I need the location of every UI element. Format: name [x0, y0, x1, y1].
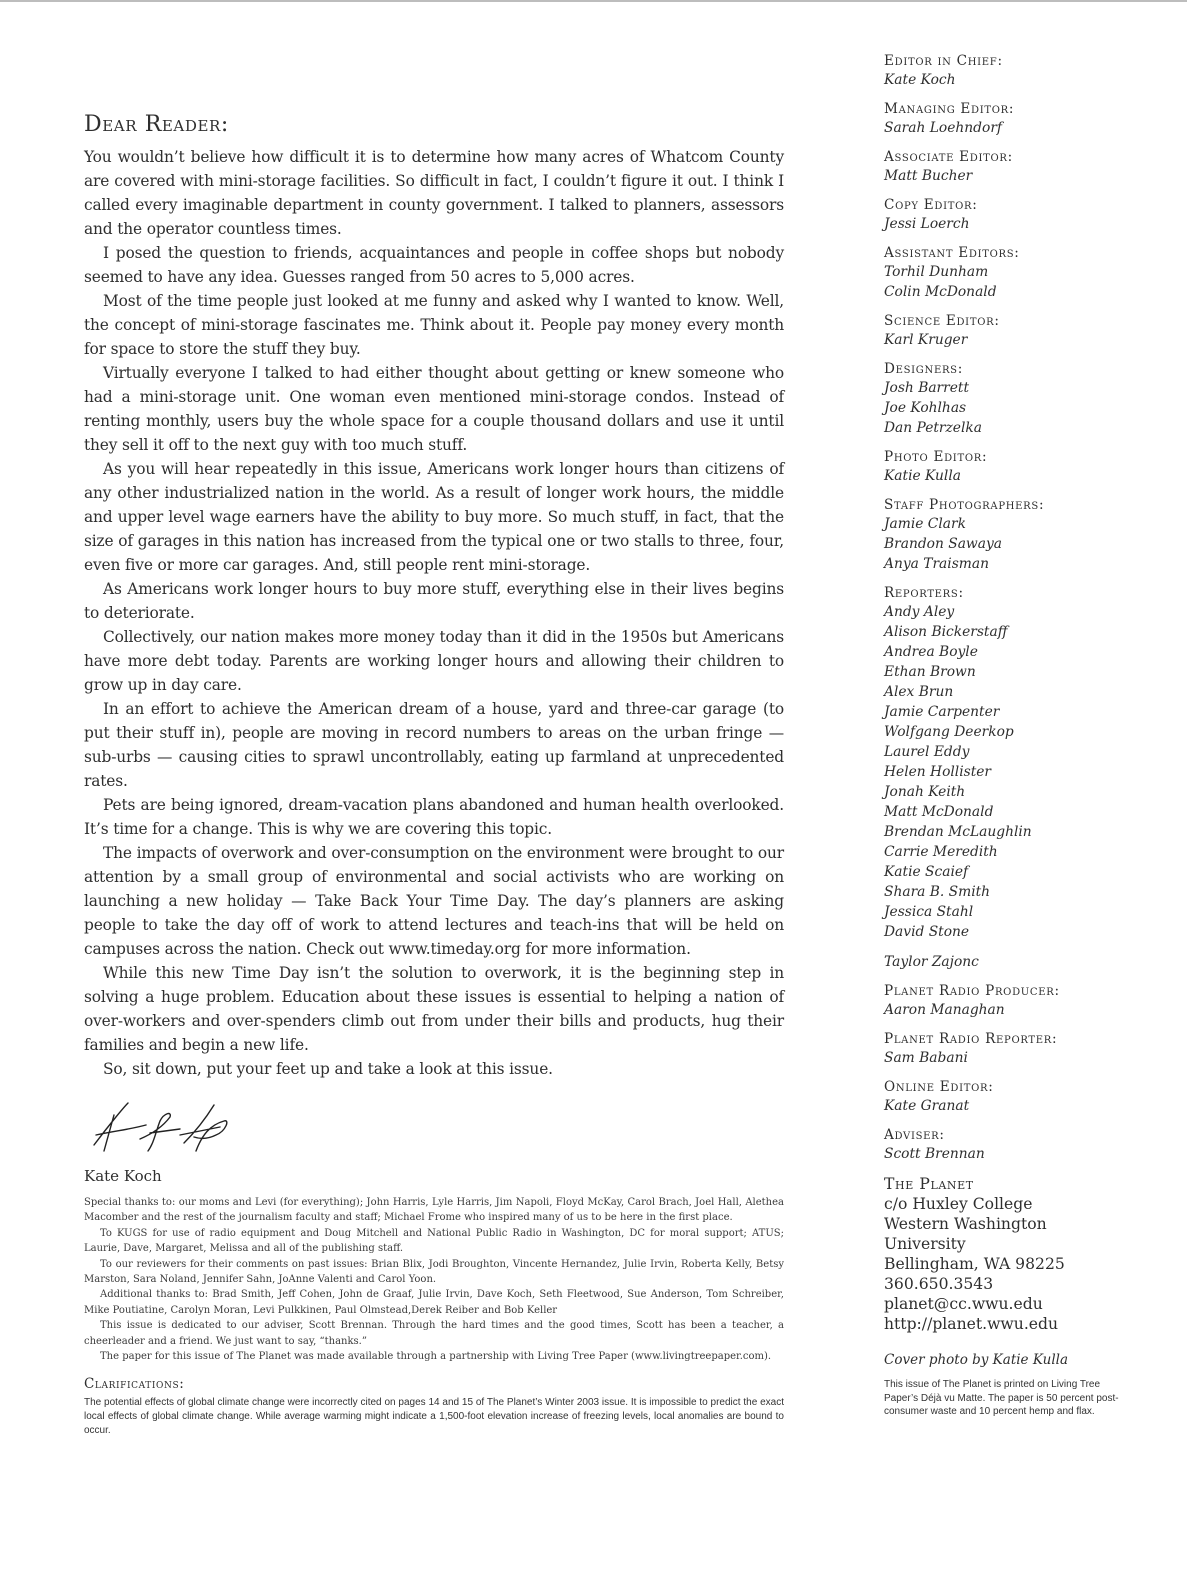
role-title: Associate Editor: [884, 149, 1013, 165]
publication-name: The Planet [884, 1175, 974, 1193]
letter-body [84, 145, 784, 1081]
masthead-role [884, 244, 1124, 302]
masthead-role [884, 52, 1124, 90]
role-title: Editor in Chief: [884, 53, 1003, 69]
email-address: planet@cc.wwu.edu [884, 1295, 1043, 1313]
letter-paragraph: You wouldn’t believe how difficult it is to determine how many acres of Whatcom County are covered with mini-storage facilities. So difficult in fact, I couldn’t figure it out. I think I called every imaginable department in county government. I talked to planners, assessors and the operator countless times. [84, 148, 784, 238]
cover-photo-credit: Cover photo by Katie Kulla [884, 1352, 1069, 1368]
staff-name: Laurel Eddy [884, 744, 970, 760]
staff-name: Aaron Managhan [884, 1002, 1005, 1018]
editor-letter [84, 112, 784, 1438]
letter-paragraph: The impacts of overwork and over-consumption on the environment were brought to our attention by a small group of environmental and social activists who are working on launching a new holiday — Take Back Your Time Day. The day’s planners are asking people to take the day off of work to attend lectures and teach-ins that will be held on campuses across the nation. Check out www.timeday.org for more information. [84, 844, 784, 958]
masthead-role [884, 312, 1124, 350]
letter-paragraph: While this new Time Day isn’t the solution to overwork, it is the beginning step in solving a huge problem. Education about these issues is essential to helping a nation of over-workers and over-spenders climb out from under their bills and products, hug their families and begin a new life. [84, 964, 784, 1054]
phone-number: 360.650.3543 [884, 1275, 994, 1293]
role-title: Planet Radio Producer: [884, 983, 1060, 999]
masthead-role [884, 100, 1124, 138]
staff-name: Colin McDonald [884, 284, 997, 300]
staff-name: Alex Brun [884, 684, 954, 700]
staff-name: Jonah Keith [884, 784, 966, 800]
letter-paragraph: I posed the question to friends, acquaintances and people in coffee shops but nobody seemed to have any idea. Guesses ranged from 50 acres to 5,000 acres. [84, 244, 784, 286]
staff-name: Kate Granat [884, 1098, 970, 1114]
staff-name: Sarah Loehndorf [884, 120, 1003, 136]
acknowledgements [84, 1195, 784, 1364]
staff-name: Torhil Dunham [884, 264, 989, 280]
signature-name: Kate Koch [84, 1167, 162, 1185]
staff-name: David Stone [884, 924, 970, 940]
masthead-role [884, 982, 1124, 1020]
staff-name: Alison Bickerstaff [884, 624, 1008, 640]
contact-block [884, 1174, 1124, 1334]
masthead-role [884, 148, 1124, 186]
letter-paragraph: Pets are being ignored, dream-vacation plans abandoned and human health overlooked. It’s time for a change. This is why we are covering this topic. [84, 796, 784, 838]
masthead-role [884, 360, 1124, 438]
masthead-role [884, 1126, 1124, 1164]
thanks-paragraph: The paper for this issue of The Planet was made available through a partnership with Living Tree Paper (www.livingtreepaper.com). [100, 1351, 772, 1363]
masthead-role [884, 1078, 1124, 1116]
staff-name: Joe Kohlhas [884, 400, 967, 416]
role-title: Adviser: [884, 1127, 945, 1143]
staff-name: Wolfgang Deerkop [884, 724, 1014, 740]
staff-name: Brendan McLaughlin [884, 824, 1032, 840]
role-title: Managing Editor: [884, 101, 1015, 117]
thanks-paragraph: To our reviewers for their comments on past issues: Brian Blix, Jodi Broughton, Vincente Hernandez, Julie Irvin, Roberta Kelly, Betsy Marston, Sara Noland, Jennifer Sahn, JoAnne Valenti and Carol Yoon. [84, 1258, 784, 1286]
role-title: Designers: [884, 361, 963, 377]
staff-name: Jessi Loerch [884, 216, 970, 232]
printing-note: This issue of The Planet is printed on Living Tree Paper’s Déjà vu Matte. The paper is 50 percent post-consumer waste and 10 percent hemp and flax. [884, 1379, 1119, 1417]
staff-name: Josh Barrett [884, 380, 969, 396]
role-title: Photo Editor: [884, 449, 988, 465]
staff-name: Helen Hollister [884, 764, 992, 780]
staff-name: Taylor Zajonc [884, 954, 979, 970]
letter-paragraph: In an effort to achieve the American dream of a house, yard and three-car garage (to put their stuff in), people are moving in record numbers to areas on the urban fringe — sub-urbs — causing cities to sprawl uncontrollably, eating up farmland at unprecedented rates. [84, 700, 784, 790]
letter-paragraph: As Americans work longer hours to buy more stuff, everything else in their lives begins to deteriorate. [84, 580, 784, 622]
clarifications-text: The potential effects of global climate change were incorrectly cited on pages 14 and 15 of The Planet’s Winter 2003 issue. It is impossible to predict the exact local effects of global climate change. While average warming might indicate a 1,500-foot elevation increase of freezing levels, local anomalies are bound to occur. [84, 1397, 784, 1437]
address-line: Bellingham, WA 98225 [884, 1255, 1065, 1273]
role-title: Science Editor: [884, 313, 1000, 329]
role-title: Planet Radio Reporter: [884, 1031, 1058, 1047]
staff-name: Katie Kulla [884, 468, 961, 484]
masthead-role [884, 1030, 1124, 1068]
masthead-role [884, 584, 1124, 972]
staff-name: Carrie Meredith [884, 844, 998, 860]
role-title: Online Editor: [884, 1079, 994, 1095]
staff-name: Sam Babani [884, 1050, 968, 1066]
masthead-role [884, 496, 1124, 574]
staff-name: Matt Bucher [884, 168, 973, 184]
role-title: Reporters: [884, 585, 964, 601]
staff-name: Anya Traisman [884, 556, 989, 572]
staff-name: Brandon Sawaya [884, 536, 1002, 552]
masthead-role [884, 196, 1124, 234]
staff-name: Karl Kruger [884, 332, 968, 348]
thanks-paragraph: To KUGS for use of radio equipment and Doug Mitchell and National Public Radio in Washington, DC for moral support; ATUS; Laurie, Dave, Margaret, Melissa and all of the publishing staff. [84, 1227, 784, 1255]
letter-paragraph: Collectively, our nation makes more money today than it did in the 1950s but Americans have more debt today. Parents are working longer hours and allowing their children to grow up in day care. [84, 628, 784, 694]
clarifications-heading: Clarifications: [84, 1376, 185, 1393]
top-rule [0, 0, 1187, 2]
staff-name: Scott Brennan [884, 1146, 985, 1162]
address-line: c/o Huxley College [884, 1195, 1033, 1213]
staff-name: Jessica Stahl [884, 904, 974, 920]
staff-name: Andrea Boyle [884, 644, 978, 660]
letter-paragraph: Most of the time people just looked at me funny and asked why I wanted to know. Well, the concept of mini-storage fascinates me. Think about it. People pay money every month for space to store the stuff they buy. [84, 292, 784, 358]
staff-name: Katie Scaief [884, 864, 969, 880]
staff-name: Andy Aley [884, 604, 955, 620]
thanks-paragraph: Additional thanks to: Brad Smith, Jeff Cohen, John de Graaf, Julie Irvin, Dave Koch, Seth Fleetwood, Sue Anderson, Tom Schreiber, Mike Poutiatine, Carolyn Moran, Levi Pulkkinen, Paul Olmstead,Derek Reiber and Bob Keller [84, 1289, 784, 1316]
signature-image [84, 1095, 244, 1159]
staff-name: Matt McDonald [884, 804, 994, 820]
staff-name: Kate Koch [884, 72, 956, 88]
masthead-role [884, 448, 1124, 486]
letter-heading: Dear Reader: [84, 112, 229, 137]
address-line: University [884, 1235, 966, 1253]
thanks-paragraph: This issue is dedicated to our adviser, Scott Brennan. Through the hard times and the good times, Scott has been a teacher, a cheerleader and a friend. We just want to say, “thanks.” [84, 1320, 784, 1347]
role-title: Staff Photographers: [884, 497, 1045, 513]
letter-paragraph: So, sit down, put your feet up and take a look at this issue. [103, 1060, 553, 1078]
address-line: Western Washington [884, 1215, 1047, 1233]
thanks-paragraph: Special thanks to: our moms and Levi (for everything); John Harris, Lyle Harris, Jim Napoli, Floyd McKay, Carol Brach, Joel Hall, Alethea Macomber and the rest of the journalism faculty and staff; Michael Frome who inspired many of us to be here in the first place. [84, 1197, 784, 1224]
staff-name: Shara B. Smith [884, 884, 991, 900]
website-url: http://planet.wwu.edu [884, 1315, 1059, 1333]
staff-name: Jamie Clark [884, 516, 966, 532]
role-title: Assistant Editors: [884, 245, 1020, 261]
role-title: Copy Editor: [884, 197, 978, 213]
staff-name: Jamie Carpenter [884, 704, 1000, 720]
staff-name: Dan Petrzelka [884, 420, 982, 436]
masthead [884, 52, 1124, 1419]
staff-name: Ethan Brown [884, 664, 976, 680]
letter-paragraph: As you will hear repeatedly in this issue, Americans work longer hours than citizens of any other industrialized nation in the world. As a result of longer work hours, the middle and upper level wage earners have the ability to buy more. So much stuff, in fact, that the size of garages in this nation has increased from the typical one or two stalls to three, four, even five or more car garages. And, still people rent mini-storage. [84, 460, 784, 574]
letter-paragraph: Virtually everyone I talked to had either thought about getting or knew someone who had a mini-storage unit. One woman even mentioned mini-storage condos. Instead of renting monthly, users buy the whole space for a couple thousand dollars and use it until they sell it off to the next guy with too much stuff. [84, 364, 784, 454]
